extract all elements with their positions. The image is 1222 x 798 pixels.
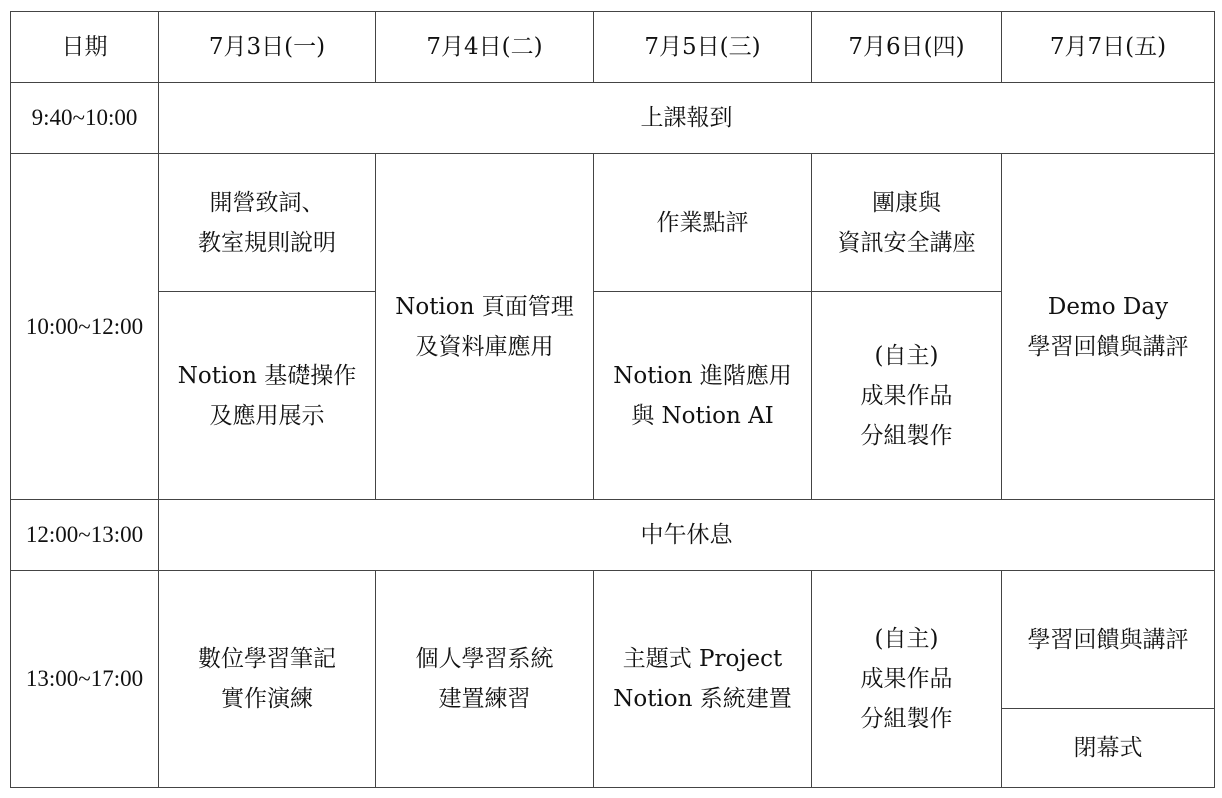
cell-line: 主題式 Project [622,646,783,672]
cell-line: 作業點評 [656,209,749,236]
d3-afternoon-cell [594,571,812,788]
morning-row-top [11,154,1215,292]
checkin-cell: 上課報到 [159,83,1215,154]
date-header-cell: 日期 [11,12,159,83]
cell-line: Notion 頁面管理 [395,293,574,320]
cell-line: (自主) [874,342,939,369]
cell-line: 團康與 [872,189,941,216]
day-header-4: 7月6日(四) [812,12,1002,83]
cell-line: 學習回饋與講評 [1027,626,1189,653]
cell-line: 與 Notion AI [631,402,774,429]
d5-morning-cell [1002,154,1215,500]
d4-morning-top-cell [812,154,1002,292]
cell-line: 個人學習系統 [415,646,554,672]
time-cell-lunch: 12:00~13:00 [11,500,159,571]
cell-line: 學習回饋與講評 [1027,333,1189,360]
cell-line: 閉幕式 [1073,735,1143,761]
cell-line: 教室規則說明 [198,229,336,256]
d2-afternoon-cell [376,571,594,788]
d1-morning-top-cell [159,154,376,292]
day-header-3: 7月5日(三) [594,12,812,83]
time-cell-afternoon: 13:00~17:00 [11,571,159,788]
d4-morning-bottom-cell [812,292,1002,500]
d5-afternoon-bottom-cell [1002,709,1215,788]
checkin-row [11,83,1215,154]
schedule-table [10,11,1215,788]
cell-line: 建置練習 [438,686,531,712]
d5-afternoon-top-cell [1002,571,1215,709]
day-header-1: 7月3日(一) [159,12,376,83]
day-header-5: 7月7日(五) [1002,12,1215,83]
cell-line: 實作演練 [221,686,313,712]
header-row [11,12,1215,83]
d1-afternoon-cell [159,571,376,788]
d3-morning-top-cell [594,154,812,292]
d3-morning-bottom-cell [594,292,812,500]
d4-afternoon-cell [812,571,1002,788]
cell-line: Notion 基礎操作 [177,362,357,389]
lunch-row [11,500,1215,571]
cell-line: 及應用展示 [209,402,325,429]
time-cell-morning: 10:00~12:00 [11,154,159,500]
cell-line: 開營致詞、 [209,189,325,216]
cell-line: Notion 系統建置 [613,686,792,712]
time-cell-checkin: 9:40~10:00 [11,83,159,154]
cell-line: Demo Day [1047,293,1169,320]
cell-line: 分組製作 [860,706,953,732]
cell-line: 成果作品 [860,666,953,692]
cell-line: 成果作品 [860,382,953,409]
cell-line: 數位學習筆記 [198,646,336,672]
day-header-2: 7月4日(二) [376,12,594,83]
cell-line: 分組製作 [860,422,953,449]
cell-line: Notion 進階應用 [613,362,792,389]
lunch-cell: 中午休息 [159,500,1215,571]
cell-line: 資訊安全講座 [837,229,976,256]
cell-line: 及資料庫應用 [415,333,554,360]
afternoon-row-top [11,571,1215,709]
cell-line: (自主) [874,626,939,652]
d2-morning-cell [376,154,594,500]
d1-morning-bottom-cell [159,292,376,500]
